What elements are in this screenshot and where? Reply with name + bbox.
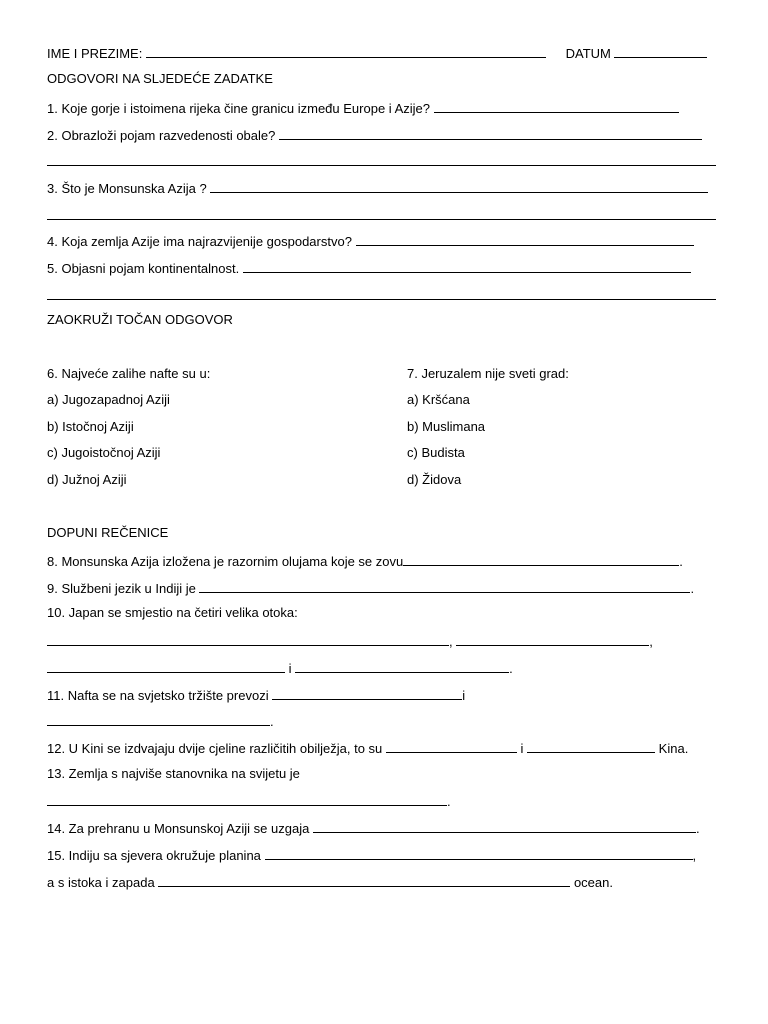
date-label: DATUM: [565, 46, 611, 61]
question-7-option-a[interactable]: a) Kršćana: [407, 392, 470, 407]
question-6-option-d[interactable]: d) Južnoj Aziji: [47, 472, 127, 487]
question-10-line-2: [47, 659, 513, 677]
question-11-and: i: [462, 688, 466, 703]
answer-2-blank-2[interactable]: [47, 152, 716, 166]
question-4: [47, 232, 694, 250]
question-12-end: Kina.: [658, 741, 689, 756]
question-1-text: 1. Koje gorje i istoimena rijeka čine granicu između Europe i Azije?: [47, 101, 430, 116]
question-11-text: 11. Nafta se na svjetsko tržište prevozi: [47, 688, 269, 703]
question-13-line-2: [47, 792, 451, 810]
answer-3-line-2: [47, 206, 716, 224]
answer-10-blank-2[interactable]: [456, 632, 649, 646]
answer-15-blank-2[interactable]: [158, 873, 570, 887]
name-blank[interactable]: [146, 44, 546, 58]
answer-13-blank[interactable]: [47, 792, 447, 806]
question-8-text: 8. Monsunska Azija izložena je razornim olujama koje se zovu: [47, 554, 404, 569]
answer-3-blank[interactable]: [210, 179, 708, 193]
answer-15-blank-1[interactable]: [265, 846, 693, 860]
answer-10-blank-4[interactable]: [295, 659, 509, 673]
question-15b-text: a s istoka i zapada: [47, 875, 155, 890]
answer-12-blank-2[interactable]: [527, 739, 655, 753]
name-label: IME I PREZIME:: [47, 46, 143, 61]
question-13-period: .: [447, 794, 451, 809]
question-10-line-1: [47, 632, 653, 650]
question-3: [47, 179, 708, 197]
question-2-text: 2. Obrazloži pojam razvedenosti obale?: [47, 128, 276, 143]
answer-11-blank-2[interactable]: [47, 712, 270, 726]
question-10-text: 10. Japan se smjestio na četiri velika otoka:: [47, 605, 298, 620]
question-6-option-b[interactable]: b) Istočnoj Aziji: [47, 419, 134, 434]
answer-10-blank-1[interactable]: [47, 632, 449, 646]
question-3-text: 3. Što je Monsunska Azija ?: [47, 181, 207, 196]
date-blank[interactable]: [614, 44, 707, 58]
question-13-text: 13. Zemlja s najviše stanovnika na svijetu je: [47, 766, 300, 781]
answer-8-blank[interactable]: [403, 552, 679, 566]
question-7-option-c[interactable]: c) Budista: [407, 445, 465, 460]
question-8-period: .: [679, 554, 683, 569]
answer-4-blank[interactable]: [356, 232, 694, 246]
question-6-text: 6. Najveće zalihe nafte su u:: [47, 366, 211, 381]
question-9-period: .: [690, 581, 695, 596]
answer-1-blank[interactable]: [434, 99, 679, 113]
question-10-comma-1: ,: [449, 634, 453, 649]
question-12-and: i: [520, 741, 524, 756]
name-line: [47, 44, 707, 62]
answer-9-blank[interactable]: [199, 579, 690, 593]
question-9-text: 9. Službeni jezik u Indiji je: [47, 581, 196, 596]
answer-14-blank[interactable]: [313, 819, 696, 833]
section-title-circle: ZAOKRUŽI TOČAN ODGOVOR: [47, 312, 233, 327]
question-7-text: 7. Jeruzalem nije sveti grad:: [407, 366, 569, 381]
answer-2-blank[interactable]: [279, 126, 702, 140]
question-11: [47, 686, 465, 704]
question-5: [47, 259, 691, 277]
question-4-text: 4. Koja zemlja Azije ima najrazvijenije gospodarstvo?: [47, 234, 352, 249]
answer-10-blank-3[interactable]: [47, 659, 285, 673]
answer-5-blank[interactable]: [243, 259, 691, 273]
question-15: [47, 846, 696, 864]
question-7-option-d[interactable]: d) Židova: [407, 472, 462, 487]
question-6-option-c[interactable]: c) Jugoistočnoj Aziji: [47, 445, 161, 460]
question-7-option-b[interactable]: b) Muslimana: [407, 419, 486, 434]
question-14: [47, 819, 700, 837]
question-11-period: .: [270, 714, 274, 729]
question-10-period: .: [509, 661, 513, 676]
question-9: [47, 579, 694, 597]
question-10-comma-2: ,: [649, 634, 653, 649]
question-12-text: 12. U Kini se izdvajaju dvije cjeline različitih obilježja, to su: [47, 741, 383, 756]
question-6-option-a[interactable]: a) Jugozapadnoj Aziji: [47, 392, 170, 407]
question-14-text: 14. Za prehranu u Monsunskoj Aziji se uzgaja: [47, 821, 310, 836]
question-1: [47, 99, 679, 117]
question-8: [47, 552, 683, 570]
answer-12-blank-1[interactable]: [386, 739, 517, 753]
section-title-answers: ODGOVORI NA SLJEDEĆE ZADATKE: [47, 71, 273, 86]
question-15b-end: ocean.: [573, 875, 613, 890]
answer-5-blank-2[interactable]: [47, 286, 716, 300]
question-15-line-2: [47, 873, 613, 891]
section-title-complete: DOPUNI REČENICE: [47, 525, 169, 540]
question-15-text: 15. Indiju sa sjevera okružuje planina: [47, 848, 261, 863]
question-10-and: i: [288, 661, 292, 676]
question-14-period: .: [695, 821, 700, 836]
question-15-comma: ,: [692, 848, 697, 863]
question-11-line-2: [47, 712, 274, 730]
answer-2-line-2: [47, 152, 716, 170]
answer-11-blank-1[interactable]: [272, 686, 462, 700]
question-12: [47, 739, 688, 757]
answer-5-line-2: [47, 286, 716, 304]
answer-3-blank-2[interactable]: [47, 206, 716, 220]
question-2: [47, 126, 702, 144]
question-5-text: 5. Objasni pojam kontinentalnost.: [47, 261, 240, 276]
